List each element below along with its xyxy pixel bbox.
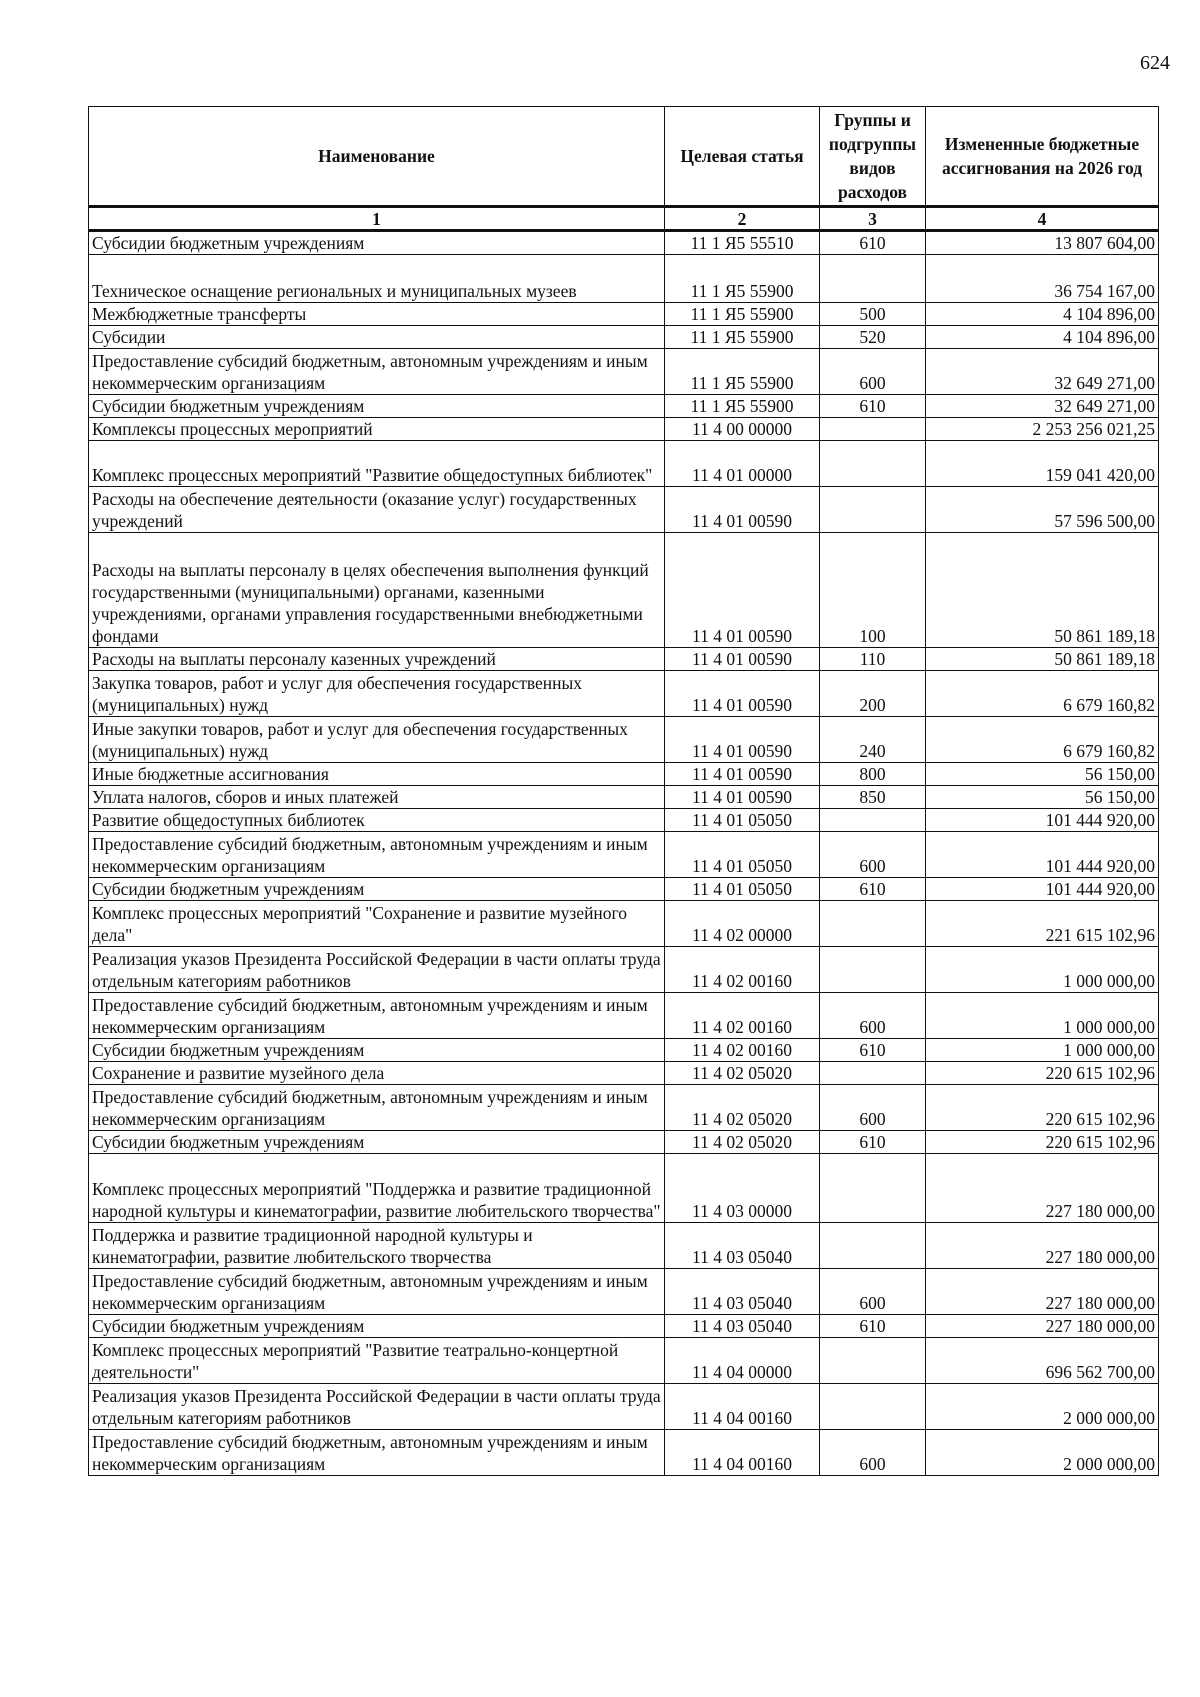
row-amount: 13 807 604,00 <box>926 231 1159 255</box>
header-allocations-2026: Измененные бюджетные ассигнования на 2026 год <box>926 107 1159 207</box>
row-target-article: 11 4 03 00000 <box>665 1154 820 1223</box>
table-row <box>89 1131 1159 1154</box>
table-row <box>89 648 1159 671</box>
row-amount: 36 754 167,00 <box>926 255 1159 303</box>
row-amount: 4 104 896,00 <box>926 326 1159 349</box>
row-name: Комплексы процессных мероприятий <box>89 418 665 441</box>
row-name: Субсидии бюджетным учреждениям <box>89 1131 665 1154</box>
row-expense-group: 110 <box>820 648 926 671</box>
row-name: Предоставление субсидий бюджетным, автономным учреждениям и иным некоммерческим организациям <box>89 1269 665 1315</box>
row-target-article: 11 4 01 00590 <box>665 763 820 786</box>
table-row <box>89 1154 1159 1223</box>
row-amount: 2 253 256 021,25 <box>926 418 1159 441</box>
row-target-article: 11 4 02 05020 <box>665 1062 820 1085</box>
table-row <box>89 1430 1159 1476</box>
row-amount: 56 150,00 <box>926 786 1159 809</box>
row-expense-group: 600 <box>820 1430 926 1476</box>
row-target-article: 11 1 Я5 55900 <box>665 326 820 349</box>
column-number: 3 <box>820 207 926 231</box>
row-expense-group: 600 <box>820 1085 926 1131</box>
row-expense-group <box>820 441 926 487</box>
column-number-row <box>89 207 1159 231</box>
row-target-article: 11 1 Я5 55900 <box>665 395 820 418</box>
row-amount: 50 861 189,18 <box>926 648 1159 671</box>
table-row <box>89 441 1159 487</box>
row-target-article: 11 4 02 00160 <box>665 1039 820 1062</box>
row-expense-group: 600 <box>820 1269 926 1315</box>
row-amount: 1 000 000,00 <box>926 947 1159 993</box>
row-amount: 4 104 896,00 <box>926 303 1159 326</box>
row-name: Уплата налогов, сборов и иных платежей <box>89 786 665 809</box>
row-expense-group: 600 <box>820 832 926 878</box>
row-name: Субсидии <box>89 326 665 349</box>
row-name: Реализация указов Президента Российской Федерации в части оплаты труда отдельным категориям работников <box>89 1384 665 1430</box>
row-expense-group: 200 <box>820 671 926 717</box>
table-row <box>89 671 1159 717</box>
row-expense-group <box>820 1338 926 1384</box>
row-name: Комплекс процессных мероприятий "Поддержка и развитие традиционной народной культуры и кинематографии, развитие любительского творчества" <box>89 1154 665 1223</box>
row-amount: 6 679 160,82 <box>926 717 1159 763</box>
row-target-article: 11 1 Я5 55510 <box>665 231 820 255</box>
table-row <box>89 231 1159 255</box>
budget-table <box>88 106 1159 1476</box>
table-row <box>89 901 1159 947</box>
table-row <box>89 786 1159 809</box>
row-amount: 1 000 000,00 <box>926 1039 1159 1062</box>
row-expense-group <box>820 947 926 993</box>
row-expense-group <box>820 1384 926 1430</box>
table-row <box>89 809 1159 832</box>
table-row <box>89 1062 1159 1085</box>
row-expense-group: 520 <box>820 326 926 349</box>
row-target-article: 11 4 02 00000 <box>665 901 820 947</box>
row-name: Техническое оснащение региональных и муниципальных музеев <box>89 255 665 303</box>
header-row <box>89 107 1159 207</box>
row-target-article: 11 4 04 00160 <box>665 1384 820 1430</box>
row-amount: 32 649 271,00 <box>926 349 1159 395</box>
row-amount: 220 615 102,96 <box>926 1131 1159 1154</box>
row-target-article: 11 4 01 00590 <box>665 671 820 717</box>
table-row <box>89 717 1159 763</box>
table-row <box>89 878 1159 901</box>
row-expense-group <box>820 1062 926 1085</box>
row-name: Развитие общедоступных библиотек <box>89 809 665 832</box>
row-amount: 2 000 000,00 <box>926 1384 1159 1430</box>
row-expense-group: 610 <box>820 1039 926 1062</box>
row-amount: 221 615 102,96 <box>926 901 1159 947</box>
table-row <box>89 303 1159 326</box>
row-expense-group <box>820 255 926 303</box>
row-expense-group: 610 <box>820 231 926 255</box>
table-row <box>89 1269 1159 1315</box>
row-expense-group: 610 <box>820 1315 926 1338</box>
row-name: Сохранение и развитие музейного дела <box>89 1062 665 1085</box>
row-name: Предоставление субсидий бюджетным, автономным учреждениям и иным некоммерческим организациям <box>89 832 665 878</box>
row-name: Иные закупки товаров, работ и услуг для обеспечения государственных (муниципальных) нужд <box>89 717 665 763</box>
row-target-article: 11 4 02 00160 <box>665 947 820 993</box>
row-expense-group: 600 <box>820 349 926 395</box>
row-name: Предоставление субсидий бюджетным, автономным учреждениям и иным некоммерческим организациям <box>89 1430 665 1476</box>
table-row <box>89 255 1159 303</box>
row-amount: 227 180 000,00 <box>926 1154 1159 1223</box>
row-target-article: 11 4 01 00000 <box>665 441 820 487</box>
table-row <box>89 1338 1159 1384</box>
page-number: 624 <box>1140 52 1170 74</box>
row-target-article: 11 4 04 00160 <box>665 1430 820 1476</box>
row-expense-group <box>820 901 926 947</box>
table-body <box>89 231 1159 1476</box>
row-expense-group <box>820 1154 926 1223</box>
row-expense-group: 100 <box>820 533 926 648</box>
row-name: Комплекс процессных мероприятий "Сохранение и развитие музейного дела" <box>89 901 665 947</box>
row-name: Поддержка и развитие традиционной народной культуры и кинематографии, развитие любительского творчества <box>89 1223 665 1269</box>
row-name: Иные бюджетные ассигнования <box>89 763 665 786</box>
row-amount: 6 679 160,82 <box>926 671 1159 717</box>
row-target-article: 11 4 01 00590 <box>665 533 820 648</box>
table-row <box>89 487 1159 533</box>
row-target-article: 11 4 00 00000 <box>665 418 820 441</box>
row-expense-group <box>820 487 926 533</box>
row-amount: 227 180 000,00 <box>926 1223 1159 1269</box>
row-name: Субсидии бюджетным учреждениям <box>89 1039 665 1062</box>
row-amount: 220 615 102,96 <box>926 1085 1159 1131</box>
row-amount: 101 444 920,00 <box>926 809 1159 832</box>
column-number: 2 <box>665 207 820 231</box>
row-name: Субсидии бюджетным учреждениям <box>89 231 665 255</box>
header-target-article: Целевая статья <box>665 107 820 207</box>
row-amount: 50 861 189,18 <box>926 533 1159 648</box>
row-target-article: 11 4 03 05040 <box>665 1223 820 1269</box>
row-expense-group <box>820 1223 926 1269</box>
row-target-article: 11 4 01 00590 <box>665 648 820 671</box>
row-target-article: 11 4 01 00590 <box>665 717 820 763</box>
row-amount: 101 444 920,00 <box>926 832 1159 878</box>
table-row <box>89 1384 1159 1430</box>
row-name: Предоставление субсидий бюджетным, автономным учреждениям и иным некоммерческим организациям <box>89 349 665 395</box>
row-expense-group <box>820 809 926 832</box>
row-name: Закупка товаров, работ и услуг для обеспечения государственных (муниципальных) нужд <box>89 671 665 717</box>
table-row <box>89 993 1159 1039</box>
row-amount: 57 596 500,00 <box>926 487 1159 533</box>
row-amount: 32 649 271,00 <box>926 395 1159 418</box>
row-name: Комплекс процессных мероприятий "Развитие театрально-концертной деятельности" <box>89 1338 665 1384</box>
row-amount: 227 180 000,00 <box>926 1269 1159 1315</box>
row-amount: 101 444 920,00 <box>926 878 1159 901</box>
row-name: Субсидии бюджетным учреждениям <box>89 1315 665 1338</box>
table-row <box>89 418 1159 441</box>
row-expense-group: 600 <box>820 993 926 1039</box>
row-amount: 220 615 102,96 <box>926 1062 1159 1085</box>
row-target-article: 11 4 03 05040 <box>665 1269 820 1315</box>
row-target-article: 11 4 04 00000 <box>665 1338 820 1384</box>
table-row <box>89 349 1159 395</box>
row-amount: 159 041 420,00 <box>926 441 1159 487</box>
row-name: Реализация указов Президента Российской Федерации в части оплаты труда отдельным категориям работников <box>89 947 665 993</box>
table-row <box>89 947 1159 993</box>
row-name: Субсидии бюджетным учреждениям <box>89 878 665 901</box>
row-expense-group <box>820 418 926 441</box>
row-name: Расходы на выплаты персоналу казенных учреждений <box>89 648 665 671</box>
row-target-article: 11 4 03 05040 <box>665 1315 820 1338</box>
row-name: Предоставление субсидий бюджетным, автономным учреждениям и иным некоммерческим организациям <box>89 1085 665 1131</box>
row-expense-group: 500 <box>820 303 926 326</box>
row-target-article: 11 4 01 05050 <box>665 878 820 901</box>
table-row <box>89 1085 1159 1131</box>
row-amount: 2 000 000,00 <box>926 1430 1159 1476</box>
row-target-article: 11 4 02 00160 <box>665 993 820 1039</box>
table-row <box>89 395 1159 418</box>
row-target-article: 11 4 01 00590 <box>665 487 820 533</box>
table-row <box>89 326 1159 349</box>
table-row <box>89 1039 1159 1062</box>
row-target-article: 11 4 02 05020 <box>665 1085 820 1131</box>
column-number: 4 <box>926 207 1159 231</box>
row-target-article: 11 4 01 00590 <box>665 786 820 809</box>
table-row <box>89 1223 1159 1269</box>
table-row <box>89 1315 1159 1338</box>
row-expense-group: 800 <box>820 763 926 786</box>
row-name: Предоставление субсидий бюджетным, автономным учреждениям и иным некоммерческим организациям <box>89 993 665 1039</box>
row-expense-group: 610 <box>820 1131 926 1154</box>
row-name: Субсидии бюджетным учреждениям <box>89 395 665 418</box>
row-amount: 696 562 700,00 <box>926 1338 1159 1384</box>
table-row <box>89 763 1159 786</box>
row-amount: 227 180 000,00 <box>926 1315 1159 1338</box>
row-name: Межбюджетные трансферты <box>89 303 665 326</box>
row-target-article: 11 1 Я5 55900 <box>665 349 820 395</box>
table-row <box>89 832 1159 878</box>
row-amount: 56 150,00 <box>926 763 1159 786</box>
row-expense-group: 610 <box>820 878 926 901</box>
row-expense-group: 850 <box>820 786 926 809</box>
row-name: Расходы на обеспечение деятельности (оказание услуг) государственных учреждений <box>89 487 665 533</box>
row-expense-group: 610 <box>820 395 926 418</box>
row-amount: 1 000 000,00 <box>926 993 1159 1039</box>
row-target-article: 11 4 02 05020 <box>665 1131 820 1154</box>
row-target-article: 11 1 Я5 55900 <box>665 255 820 303</box>
row-target-article: 11 4 01 05050 <box>665 832 820 878</box>
table-row <box>89 533 1159 648</box>
header-name: Наименование <box>89 107 665 207</box>
row-target-article: 11 4 01 05050 <box>665 809 820 832</box>
header-expense-groups: Группы и подгруппы видов расходов <box>820 107 926 207</box>
row-name: Расходы на выплаты персоналу в целях обеспечения выполнения функций государственными (муниципальными) органами, казенными учреждениями, органами управления государственными внебюджетными фондами <box>89 533 665 648</box>
row-expense-group: 240 <box>820 717 926 763</box>
row-name: Комплекс процессных мероприятий "Развитие общедоступных библиотек" <box>89 441 665 487</box>
column-number: 1 <box>89 207 665 231</box>
row-target-article: 11 1 Я5 55900 <box>665 303 820 326</box>
